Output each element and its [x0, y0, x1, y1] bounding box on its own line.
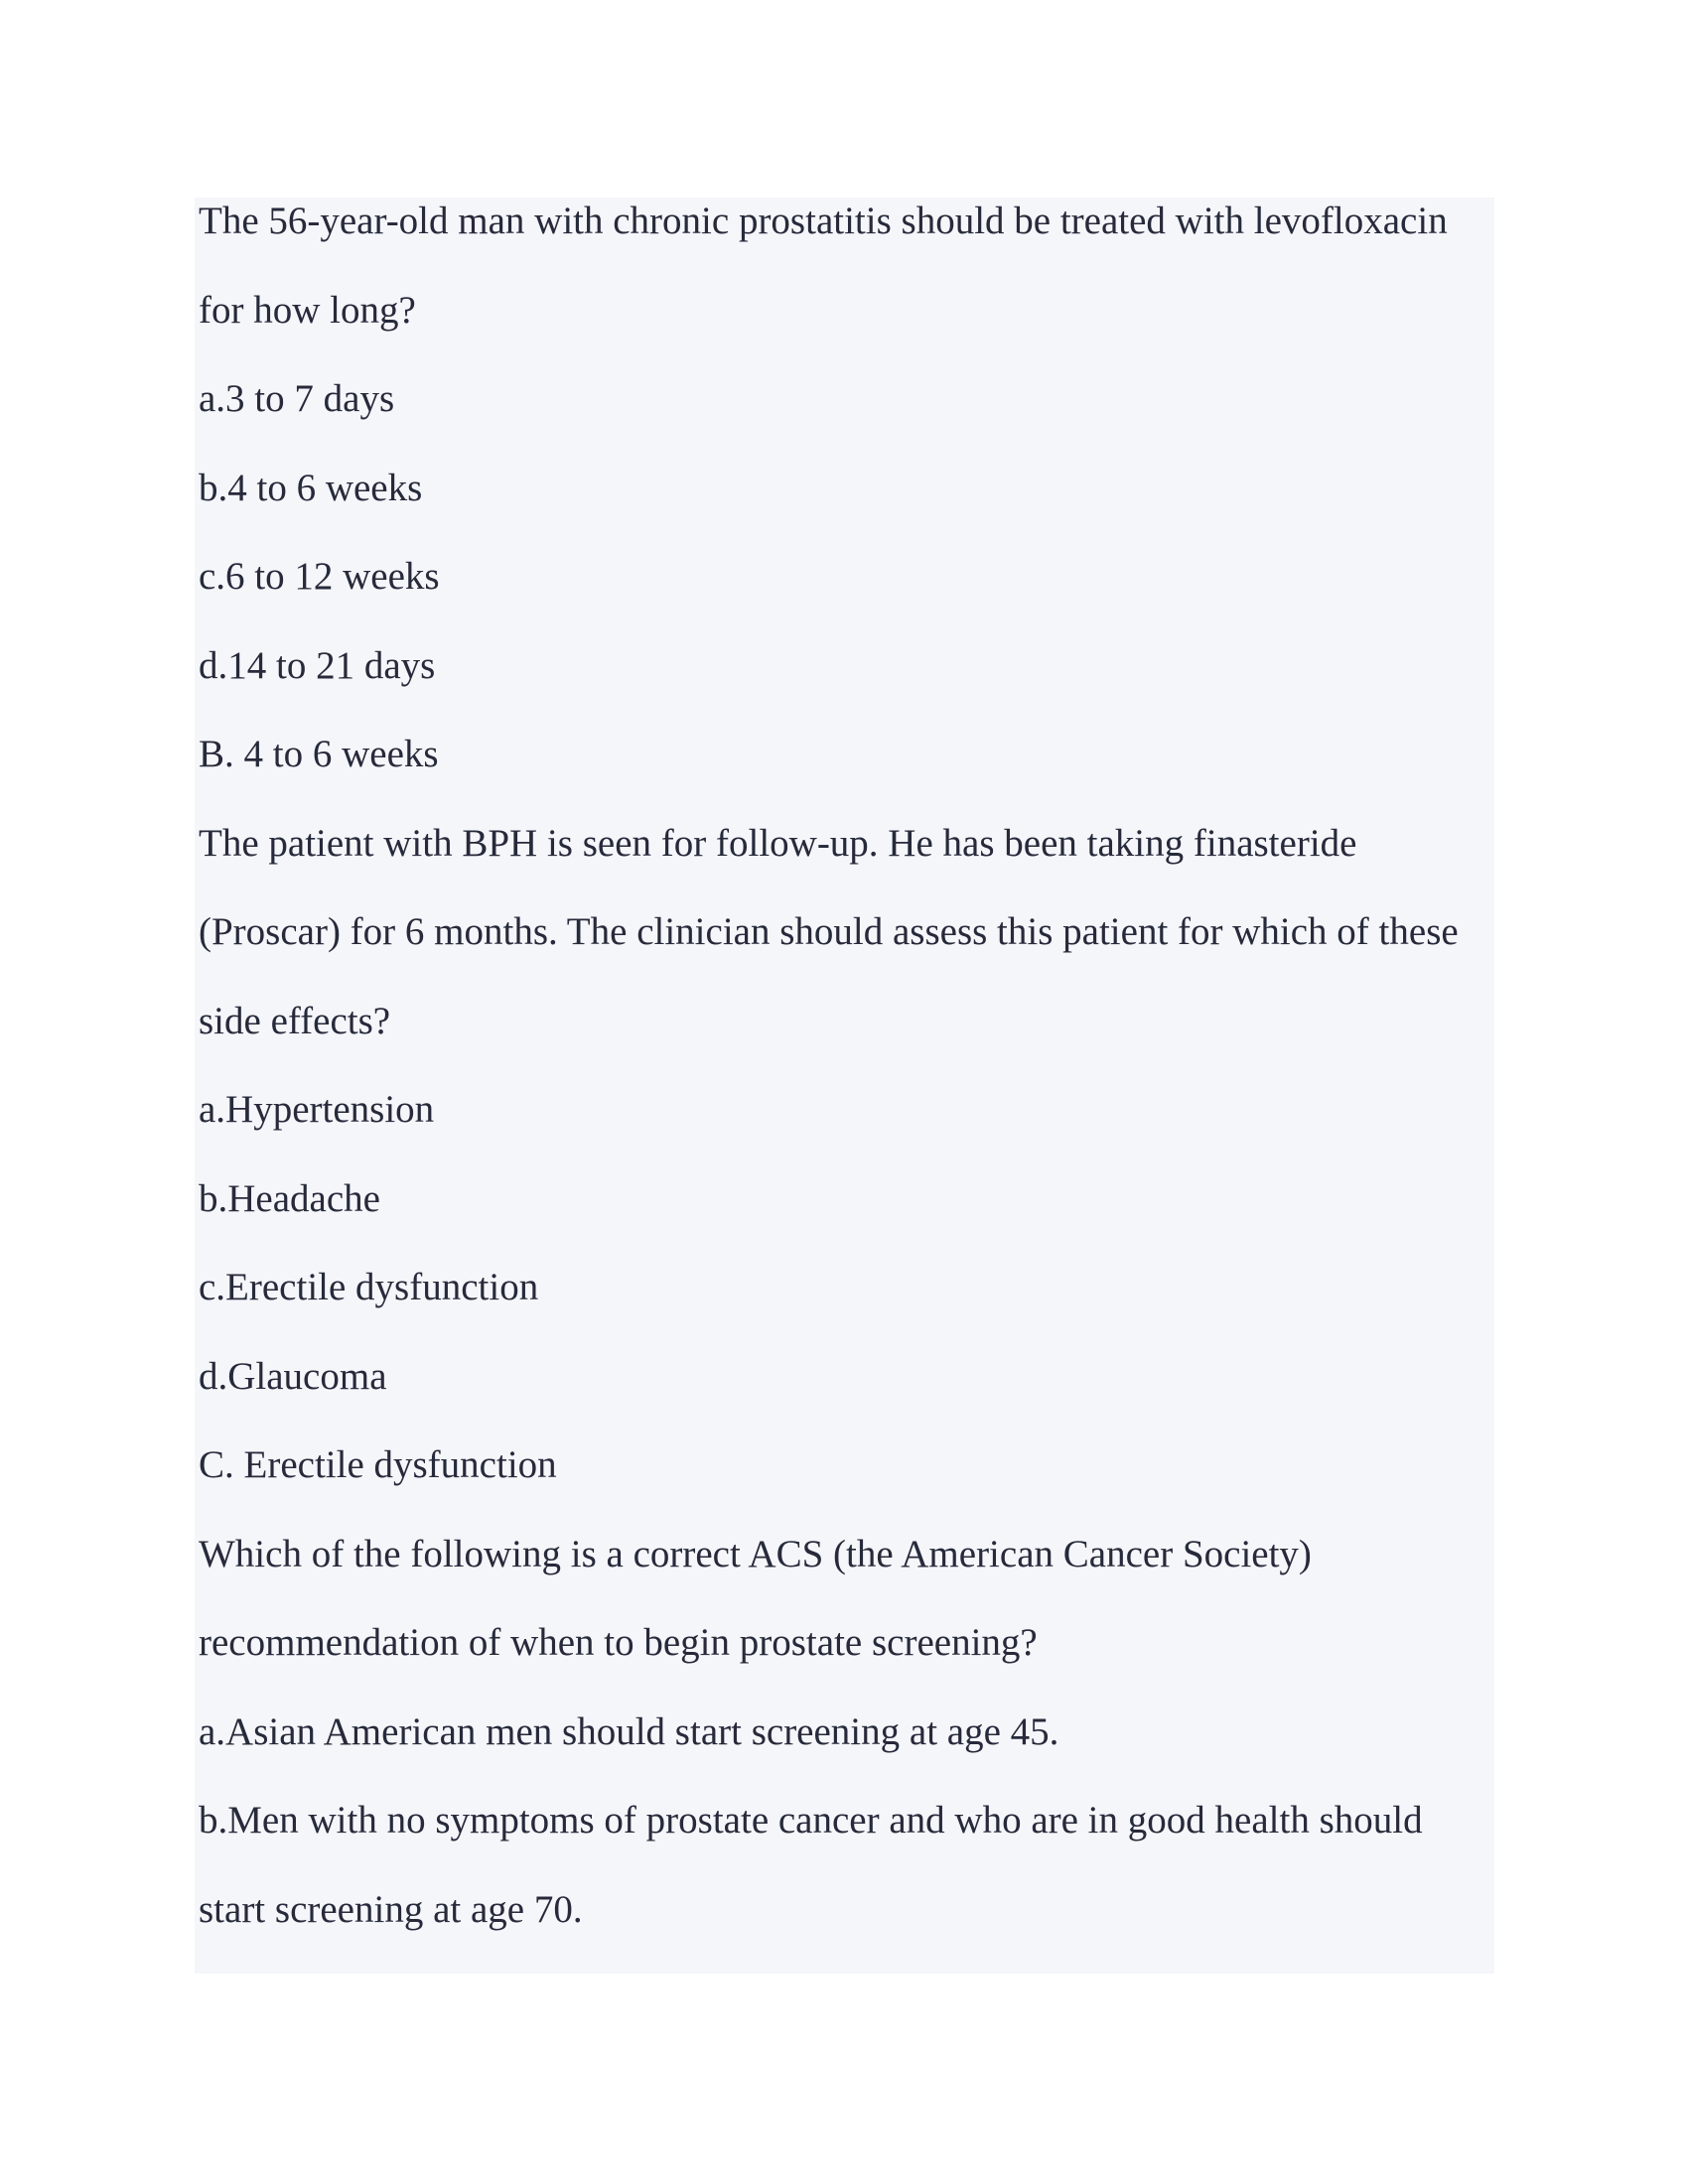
document-content — [199, 177, 1489, 1954]
question-stem-line: for how long? — [199, 288, 416, 332]
option-b-continued: start screening at age 70. — [199, 1887, 583, 1931]
option-a: a.Hypertension — [199, 1088, 435, 1131]
question-stem-line: The patient with BPH is seen for follow-up. He has been taking finasteride — [199, 821, 1357, 865]
answer: C. Erectile dysfunction — [199, 1443, 557, 1486]
option-b: b.Headache — [199, 1176, 380, 1220]
option-b: b.4 to 6 weeks — [199, 466, 423, 509]
question-stem-line: recommendation of when to begin prostate screening? — [199, 1621, 1038, 1664]
answer: B. 4 to 6 weeks — [199, 733, 439, 775]
question-stem-line: side effects? — [199, 999, 391, 1042]
question-stem-line: Which of the following is a correct ACS (the American Cancer Society) — [199, 1532, 1312, 1575]
option-a: a.3 to 7 days — [199, 377, 395, 420]
option-c: c.Erectile dysfunction — [199, 1266, 539, 1308]
question-2 — [199, 799, 1489, 1510]
question-3 — [199, 1510, 1489, 1955]
option-a: a.Asian American men should start screening at age 45. — [199, 1709, 1059, 1753]
question-stem-line: The 56-year-old man with chronic prostatitis should be treated with levofloxacin — [199, 200, 1448, 242]
option-d: d.Glaucoma — [199, 1354, 387, 1398]
option-c: c.6 to 12 weeks — [199, 555, 440, 598]
question-stem-line: (Proscar) for 6 months. The clinician should assess this patient for which of these — [199, 910, 1459, 953]
option-d: d.14 to 21 days — [199, 643, 436, 687]
question-1 — [199, 177, 1489, 799]
option-b: b.Men with no symptoms of prostate cancer and who are in good health should — [199, 1799, 1423, 1842]
